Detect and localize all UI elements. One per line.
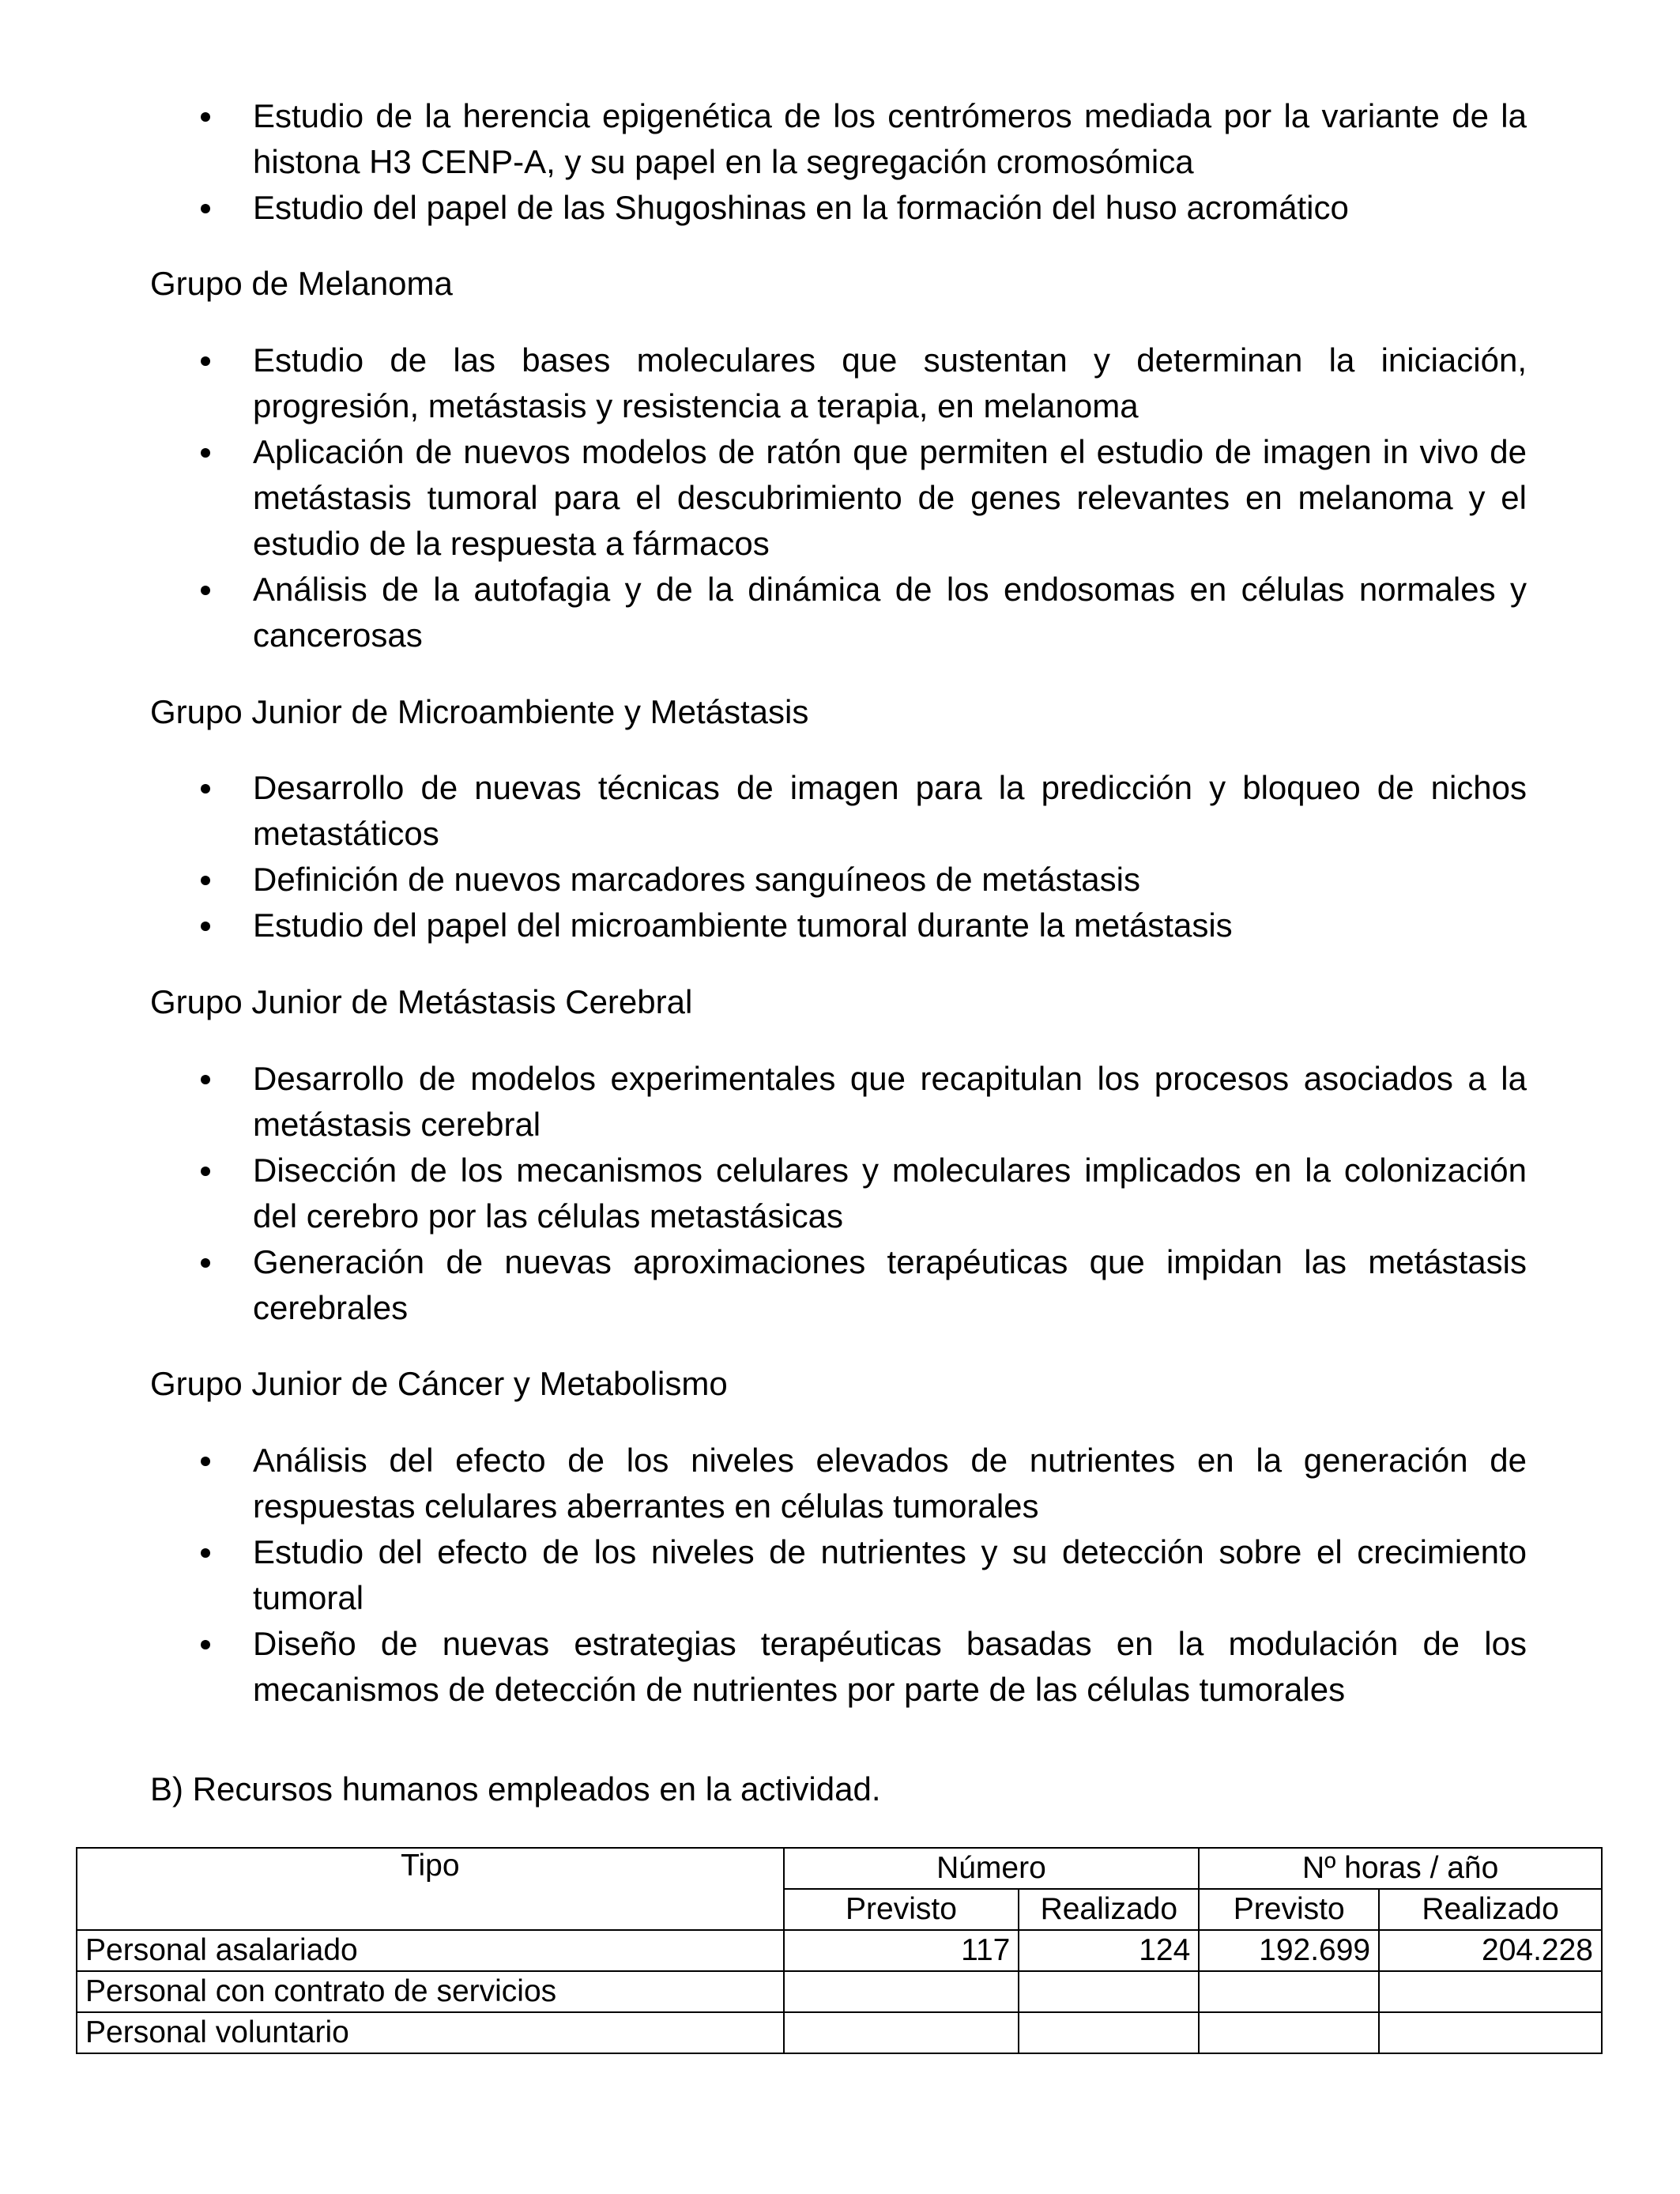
group-list-melanoma xyxy=(0,337,1527,658)
list-item: Definición de nuevos marcadores sanguíneos de metástasis xyxy=(0,857,1527,903)
header-tipo: Tipo xyxy=(77,1848,784,1930)
section-b-title: B) Recursos humanos empleados en la actividad. xyxy=(150,1770,881,1808)
horas-realizado-cell xyxy=(1379,2012,1602,2053)
bullet-icon xyxy=(201,876,210,885)
horas-previsto-cell xyxy=(1199,2012,1379,2053)
bullet-icon xyxy=(201,1457,210,1466)
group-heading-microambiente: Grupo Junior de Microambiente y Metástasis xyxy=(150,693,809,730)
table-header-row xyxy=(77,1848,1602,1889)
bullet-icon xyxy=(201,922,210,931)
list-item: Desarrollo de modelos experimentales que recapitulan los procesos asociados a la metástasis cerebral xyxy=(0,1056,1527,1148)
num-previsto-cell xyxy=(784,1971,1019,2012)
group-heading-melanoma: Grupo de Melanoma xyxy=(150,265,453,302)
header-numero-realizado: Realizado xyxy=(1019,1889,1199,1930)
row-label: Personal con contrato de servicios xyxy=(77,1971,784,2012)
bullet-icon xyxy=(201,356,210,366)
num-realizado-cell xyxy=(1019,1971,1199,2012)
header-horas: Nº horas / año xyxy=(1199,1848,1602,1889)
bullet-icon xyxy=(201,448,210,458)
list-item: Estudio del papel de las Shugoshinas en la formación del huso acromático xyxy=(0,185,1527,231)
table-row xyxy=(77,1971,1602,2012)
list-item: Estudio de la herencia epigenética de los centrómeros mediada por la variante de la histona H3 CENP-A, y su papel en la segregación cromosómica xyxy=(0,93,1527,185)
group-list-microambiente xyxy=(0,765,1527,948)
header-numero-previsto: Previsto xyxy=(784,1889,1019,1930)
bullet-icon xyxy=(201,1548,210,1558)
horas-previsto-cell: 192.699 xyxy=(1199,1930,1379,1971)
bullet-icon xyxy=(201,1167,210,1176)
list-item: Análisis de la autofagia y de la dinámica de los endosomas en células normales y cancerosas xyxy=(0,567,1527,658)
num-realizado-cell xyxy=(1019,2012,1199,2053)
group-list-metastasis-cerebral xyxy=(0,1056,1527,1331)
bullet-icon xyxy=(201,1640,210,1649)
list-item: Aplicación de nuevos modelos de ratón que permiten el estudio de imagen in vivo de metástasis tumoral para el descubrimiento de genes relevantes en melanoma y el estudio de la respuesta a fármacos xyxy=(0,429,1527,567)
list-item: Desarrollo de nuevas técnicas de imagen para la predicción y bloqueo de nichos metastáticos xyxy=(0,765,1527,857)
group-heading-cancer-metabolismo: Grupo Junior de Cáncer y Metabolismo xyxy=(150,1365,728,1402)
group-heading-metastasis-cerebral: Grupo Junior de Metástasis Cerebral xyxy=(150,983,693,1020)
list-item: Análisis del efecto de los niveles elevados de nutrientes en la generación de respuestas celulares aberrantes en células tumorales xyxy=(0,1438,1527,1529)
header-numero: Número xyxy=(784,1848,1200,1889)
group-list-cancer-metabolismo xyxy=(0,1438,1527,1713)
bullet-icon xyxy=(201,1258,210,1268)
bullet-icon xyxy=(201,204,210,213)
list-item: Estudio del efecto de los niveles de nutrientes y su detección sobre el crecimiento tumoral xyxy=(0,1529,1527,1621)
row-label: Personal asalariado xyxy=(77,1930,784,1971)
horas-realizado-cell xyxy=(1379,1971,1602,2012)
list-item: Estudio del papel del microambiente tumoral durante la metástasis xyxy=(0,903,1527,948)
header-horas-realizado: Realizado xyxy=(1379,1889,1602,1930)
human-resources-table xyxy=(76,1847,1603,2054)
list-item: Generación de nuevas aproximaciones terapéuticas que impidan las metástasis cerebrales xyxy=(0,1239,1527,1331)
horas-realizado-cell: 204.228 xyxy=(1379,1930,1602,1971)
bullet-icon xyxy=(201,1075,210,1084)
list-item: Diseño de nuevas estrategias terapéuticas basadas en la modulación de los mecanismos de detección de nutrientes por parte de las células tumorales xyxy=(0,1621,1527,1713)
num-previsto-cell: 117 xyxy=(784,1930,1019,1971)
header-horas-previsto: Previsto xyxy=(1199,1889,1379,1930)
list-item: Disección de los mecanismos celulares y moleculares implicados en la colonización del cerebro por las células metastásicas xyxy=(0,1148,1527,1239)
num-previsto-cell xyxy=(784,2012,1019,2053)
bullet-icon xyxy=(201,784,210,794)
num-realizado-cell: 124 xyxy=(1019,1930,1199,1971)
horas-previsto-cell xyxy=(1199,1971,1379,2012)
table-row xyxy=(77,2012,1602,2053)
bullet-icon xyxy=(201,112,210,122)
table-row xyxy=(77,1930,1602,1971)
bullet-icon xyxy=(201,586,210,595)
intro-list xyxy=(0,93,1527,231)
row-label: Personal voluntario xyxy=(77,2012,784,2053)
list-item: Estudio de las bases moleculares que sustentan y determinan la iniciación, progresión, metástasis y resistencia a terapia, en melanoma xyxy=(0,337,1527,429)
